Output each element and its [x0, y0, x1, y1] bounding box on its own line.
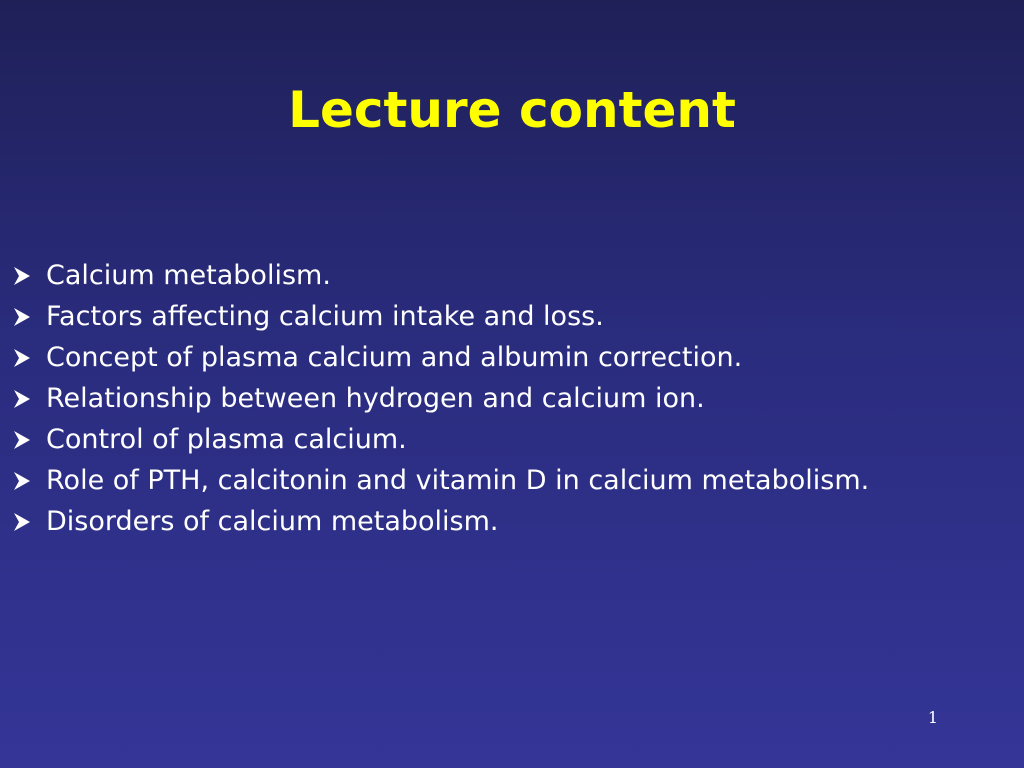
- bullet-item: [12, 501, 869, 542]
- bullet-item: [12, 378, 869, 419]
- arrowhead-bullet-icon: [12, 471, 32, 491]
- bullet-text: Relationship between hydrogen and calcium ion.: [46, 383, 705, 414]
- bullet-item: [12, 460, 869, 501]
- bullet-item: [12, 337, 869, 378]
- bullet-text: Disorders of calcium metabolism.: [46, 506, 499, 537]
- slide-title: Lecture content: [288, 81, 736, 139]
- arrowhead-bullet-icon: [12, 512, 32, 532]
- bullet-list: [12, 255, 869, 542]
- bullet-item: [12, 255, 869, 296]
- bullet-text: Concept of plasma calcium and albumin correction.: [46, 342, 743, 373]
- bullet-item: [12, 296, 869, 337]
- arrowhead-bullet-icon: [12, 430, 32, 450]
- bullet-text: Control of plasma calcium.: [46, 424, 407, 455]
- arrowhead-bullet-icon: [12, 389, 32, 409]
- arrowhead-bullet-icon: [12, 348, 32, 368]
- bullet-text: Factors affecting calcium intake and loss.: [46, 301, 604, 332]
- bullet-text: Role of PTH, calcitonin and vitamin D in calcium metabolism.: [46, 465, 870, 496]
- bullet-text: Calcium metabolism.: [46, 260, 331, 291]
- arrowhead-bullet-icon: [12, 266, 32, 286]
- arrowhead-bullet-icon: [12, 307, 32, 327]
- page-number: 1: [927, 708, 938, 727]
- bullet-item: [12, 419, 869, 460]
